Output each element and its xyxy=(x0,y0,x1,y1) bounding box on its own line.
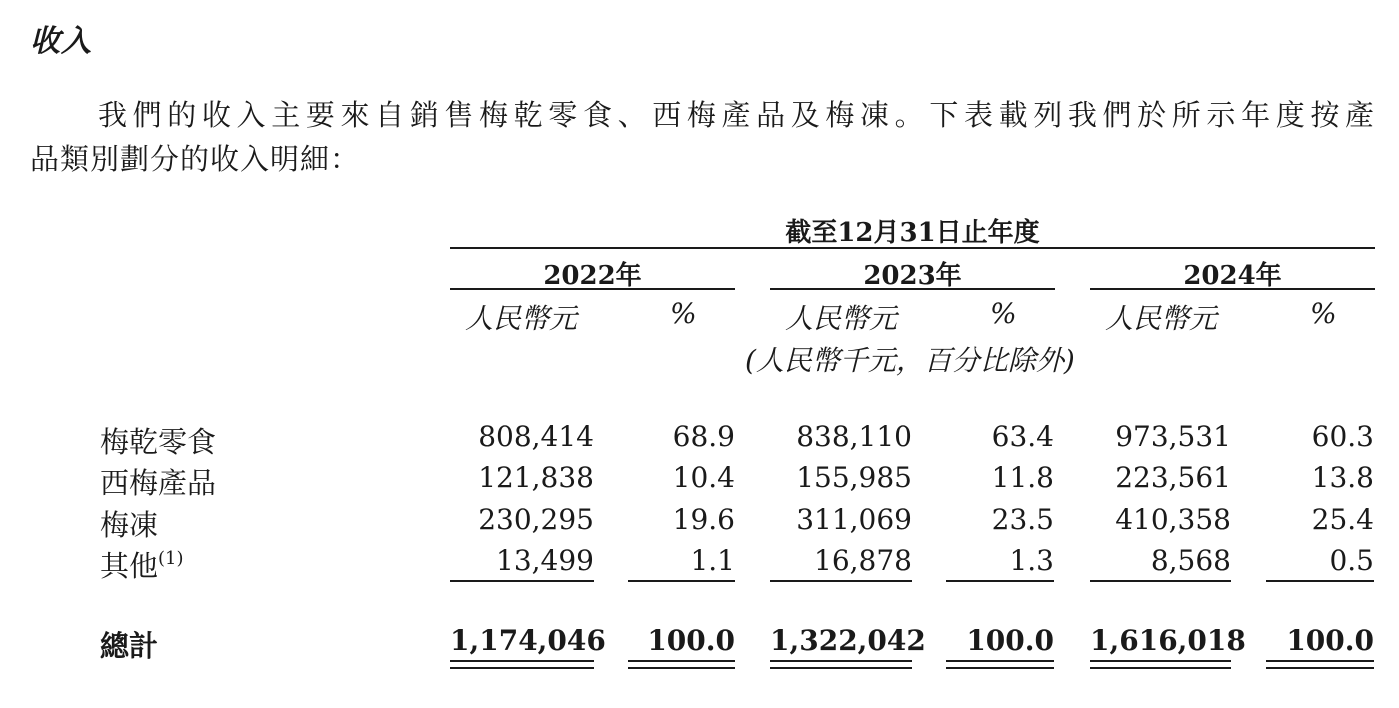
subtotal-rule xyxy=(1266,580,1374,582)
cell-amount-2023: 838,110 xyxy=(796,420,912,453)
cell-amount-2023: 16,878 xyxy=(814,544,912,577)
cell-amount-2022: 13,499 xyxy=(496,544,594,577)
total-double-rule xyxy=(946,660,1054,669)
cell-percent-2022: 10.4 xyxy=(672,461,735,494)
unit-note: (人民幣千元，百分比除外) xyxy=(745,344,1075,377)
percent-header-2023: % xyxy=(990,297,1017,330)
year-rule-2023 xyxy=(770,288,1055,290)
total-amount-2023: 1,322,042 xyxy=(770,624,926,657)
total-label: 總計 xyxy=(100,629,159,663)
year-header-2024: 2024年 xyxy=(1183,261,1282,291)
cell-amount-2024: 8,568 xyxy=(1150,544,1231,577)
subtotal-rule xyxy=(450,580,594,582)
amount-header-2023: 人民幣元 xyxy=(785,302,898,335)
total-double-rule xyxy=(628,660,735,669)
cell-percent-2024: 25.4 xyxy=(1311,503,1374,536)
cell-amount-2024: 223,561 xyxy=(1115,461,1231,494)
cell-amount-2022: 121,838 xyxy=(478,461,594,494)
paragraph-line-2: 品類別劃分的收入明細： xyxy=(30,142,361,176)
period-rule xyxy=(450,247,1375,249)
percent-header-2024: % xyxy=(1310,297,1337,330)
cell-percent-2024: 0.5 xyxy=(1329,544,1374,577)
subtotal-rule xyxy=(946,580,1054,582)
cell-amount-2023: 155,985 xyxy=(796,461,912,494)
cell-amount-2023: 311,069 xyxy=(796,503,912,536)
footnote-marker: (1) xyxy=(158,548,184,569)
subtotal-rule xyxy=(1090,580,1231,582)
row-label-text: 梅凍 xyxy=(100,508,159,542)
cell-percent-2024: 13.8 xyxy=(1311,461,1374,494)
year-header-2022: 2022年 xyxy=(543,261,642,291)
total-double-rule xyxy=(770,660,912,669)
total-amount-2024: 1,616,018 xyxy=(1090,624,1246,657)
total-percent-2023: 100.0 xyxy=(966,624,1054,657)
row-label-text: 梅乾零食 xyxy=(100,425,217,459)
year-rule-2024 xyxy=(1090,288,1375,290)
paragraph-line-1: 我們的收入主要來自銷售梅乾零食、西梅產品及梅凍。下表載列我們於所示年度按產 xyxy=(98,98,1375,132)
amount-header-2024: 人民幣元 xyxy=(1105,302,1218,335)
cell-percent-2023: 23.5 xyxy=(991,503,1054,536)
cell-percent-2022: 19.6 xyxy=(672,503,735,536)
cell-amount-2024: 973,531 xyxy=(1115,420,1231,453)
total-double-rule xyxy=(450,660,594,669)
subtotal-rule xyxy=(770,580,912,582)
intro-paragraph xyxy=(30,93,1375,181)
year-rule-2022 xyxy=(450,288,735,290)
row-label xyxy=(100,503,158,544)
cell-percent-2023: 11.8 xyxy=(991,461,1054,494)
cell-percent-2023: 1.3 xyxy=(1009,544,1054,577)
cell-percent-2022: 1.1 xyxy=(690,544,735,577)
cell-percent-2024: 60.3 xyxy=(1311,420,1374,453)
period-title: 截至12月31日止年度 xyxy=(785,218,1040,248)
year-header-2023: 2023年 xyxy=(863,261,962,291)
total-double-rule xyxy=(1266,660,1374,669)
amount-header-2022: 人民幣元 xyxy=(465,302,578,335)
cell-amount-2022: 808,414 xyxy=(478,420,594,453)
row-label xyxy=(100,461,216,502)
section-heading: 收入 xyxy=(30,24,92,59)
row-label-text: 西梅產品 xyxy=(100,466,217,500)
row-label-text: 其他 xyxy=(100,549,159,583)
cell-percent-2022: 68.9 xyxy=(672,420,735,453)
total-amount-2022: 1,174,046 xyxy=(450,624,606,657)
cell-amount-2024: 410,358 xyxy=(1115,503,1231,536)
cell-percent-2023: 63.4 xyxy=(991,420,1054,453)
total-percent-2022: 100.0 xyxy=(647,624,735,657)
total-double-rule xyxy=(1090,660,1231,669)
row-label xyxy=(100,420,216,461)
row-label xyxy=(100,544,184,585)
total-percent-2024: 100.0 xyxy=(1286,624,1374,657)
cell-amount-2022: 230,295 xyxy=(478,503,594,536)
subtotal-rule xyxy=(628,580,735,582)
percent-header-2022: % xyxy=(670,297,697,330)
